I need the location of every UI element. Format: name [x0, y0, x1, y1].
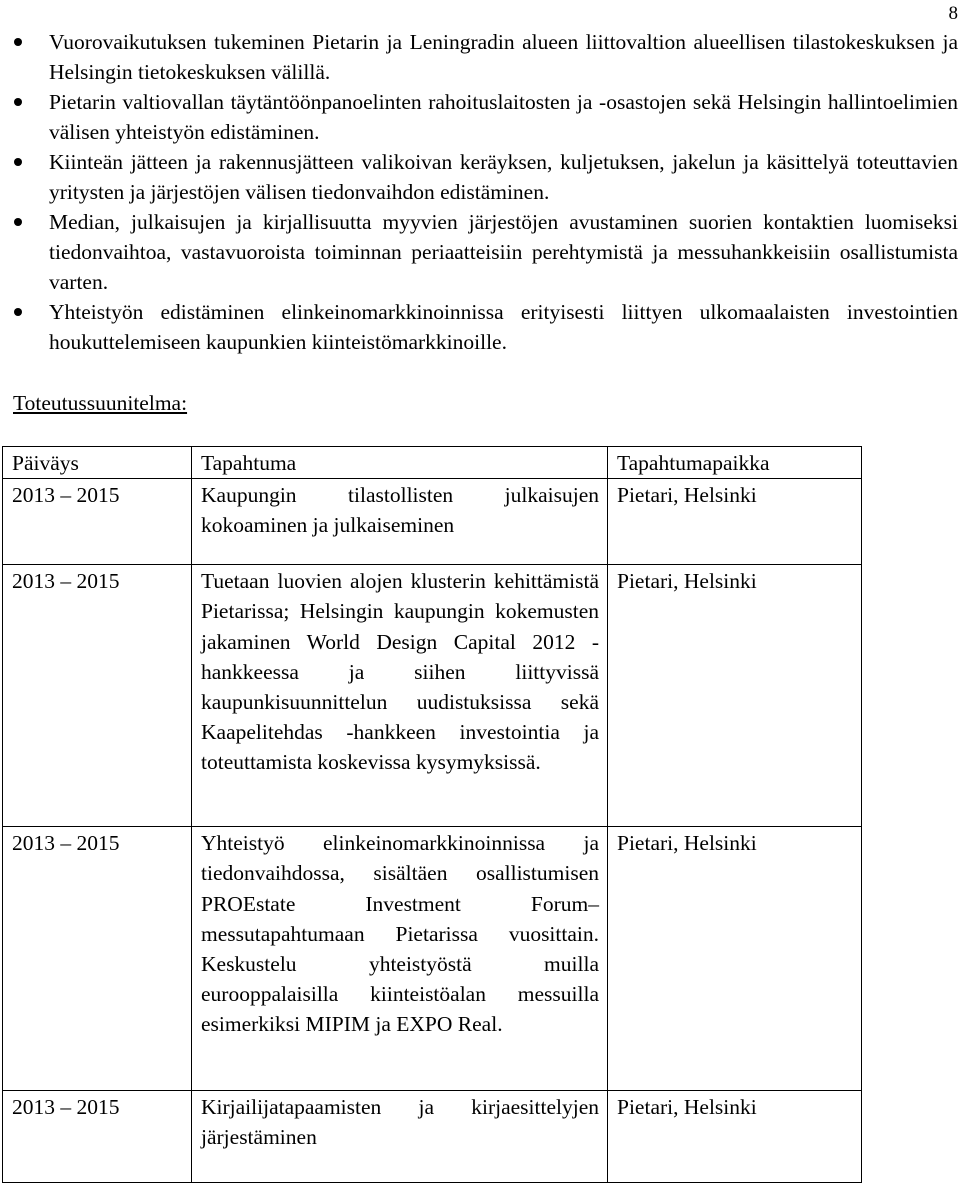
cell-date: 2013 – 2015	[3, 479, 192, 565]
event-text: Yhteistyö elinkeinomarkkinoinnissa ja tiedonvaihdossa, sisältäen osallistumisen PROEstate Investment Forum–messutapahtumaan Pietarissa vuosittain. Keskustelu yhteistyöstä muilla eurooppalaisilla kiinteistöalan messuilla esimerkiksi MIPIM ja EXPO Real.	[201, 831, 599, 1037]
bullet-icon	[14, 38, 22, 46]
cell-place: Pietari, Helsinki	[608, 565, 862, 827]
implementation-plan-table	[2, 446, 862, 1183]
cell-place: Pietari, Helsinki	[608, 827, 862, 1091]
bullet-item	[0, 87, 960, 147]
bullet-item	[0, 147, 960, 207]
event-text: Kaupungin tilastollisten julkaisujen kokoaminen ja julkaiseminen	[201, 483, 599, 538]
bullet-text: Median, julkaisujen ja kirjallisuutta myyvien järjestöjen avustaminen suorien kontaktien luomiseksi tiedonvaihtoa, vastavuoroista toiminnan periaatteisiin perehtymistä ja messuhankkeisiin osallistumista varten.	[49, 210, 958, 294]
bullet-item	[0, 27, 960, 87]
cell-event	[192, 827, 608, 1091]
section-heading: Toteutussuunitelma:	[13, 391, 188, 415]
cell-event	[192, 1091, 608, 1183]
header-date: Päiväys	[3, 447, 192, 479]
table-row	[3, 565, 862, 827]
page-number: 8	[948, 3, 958, 24]
table-row	[3, 1091, 862, 1183]
cell-event	[192, 565, 608, 827]
bullet-text: Kiinteän jätteen ja rakennusjätteen valikoivan keräyksen, kuljetuksen, jakelun ja käsittelyä toteuttavien yritysten ja järjestöjen välisen tiedonvaihdon edistäminen.	[49, 150, 958, 204]
bullet-icon	[14, 98, 22, 106]
bullet-icon	[14, 218, 22, 226]
bullet-icon	[14, 308, 22, 316]
bullet-list	[0, 27, 960, 357]
cell-date: 2013 – 2015	[3, 1091, 192, 1183]
bullet-text: Pietarin valtiovallan täytäntöönpanoelinten rahoituslaitosten ja -osastojen sekä Helsingin hallintoelimien välisen yhteistyön edistäminen.	[49, 90, 958, 144]
cell-place: Pietari, Helsinki	[608, 1091, 862, 1183]
table-row	[3, 827, 862, 1091]
event-text: Kirjailijatapaamisten ja kirjaesittelyjen järjestäminen	[201, 1095, 599, 1150]
table-header-row	[3, 447, 862, 479]
bullet-text: Yhteistyön edistäminen elinkeinomarkkinoinnissa erityisesti liittyen ulkomaalaisten investointien houkuttelemiseen kaupunkien kiinteistömarkkinoille.	[49, 300, 958, 354]
cell-date: 2013 – 2015	[3, 565, 192, 827]
table-row	[3, 479, 862, 565]
bullet-icon	[14, 158, 22, 166]
bullet-item	[0, 297, 960, 357]
header-place: Tapahtumapaikka	[608, 447, 862, 479]
bullet-item	[0, 207, 960, 297]
cell-date: 2013 – 2015	[3, 827, 192, 1091]
cell-place: Pietari, Helsinki	[608, 479, 862, 565]
cell-event	[192, 479, 608, 565]
event-text: Tuetaan luovien alojen klusterin kehittämistä Pietarissa; Helsingin kaupungin kokemusten jakaminen World Design Capital 2012 -hankkeessa ja siihen liittyvissä kaupunkisuunnittelun uudistuksissa sekä Kaapelitehdas -hankkeen investointia ja toteuttamista koskevissa kysymyksissä.	[201, 569, 599, 775]
header-event: Tapahtuma	[192, 447, 608, 479]
bullet-text: Vuorovaikutuksen tukeminen Pietarin ja Leningradin alueen liittovaltion alueellisen tilastokeskuksen ja Helsingin tietokeskuksen välillä.	[49, 30, 958, 84]
